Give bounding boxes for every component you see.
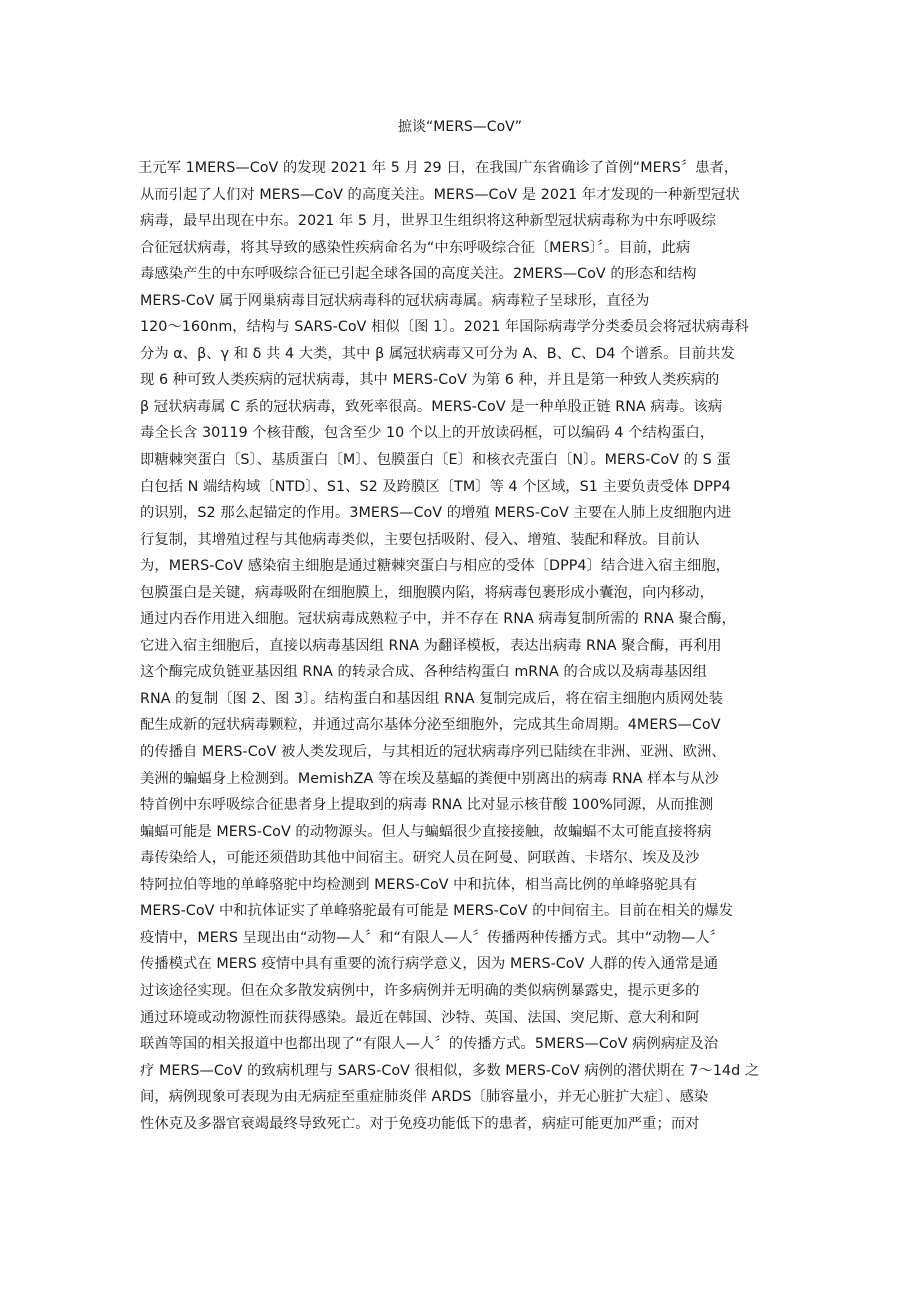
body-line: 配生成新的冠状病毒颗粒，并通过高尔基体分泌至细胞外，完成其生命周期。4MERS—CoV [140,717,721,734]
body-line: 即糖棘突蛋白〔S〕、基质蛋白〔M〕、包膜蛋白〔E〕和核衣壳蛋白〔N〕。MERS-CoV 的 S 蛋 [140,452,731,469]
body-line: 毒全长含 30119 个核苷酸，包含至少 10 个以上的开放读码框，可以编码 4 个结构蛋白， [140,425,715,442]
body-line: 为，MERS-CoV 感染宿主细胞是通过糖棘突蛋白与相应的受体〔DPP4〕结合进入宿主细胞， [140,558,731,575]
body-line: 现 6 种可致人类疾病的冠状病毒，其中 MERS-CoV 为第 6 种，并且是第一种致人类疾病的 [140,372,720,389]
body-line: 从而引起了人们对 MERS—CoV 的高度关注。MERS—CoV 是 2021 年才发现的一种新型冠状 [140,186,740,203]
body-line: 毒传染给人，可能还须借助其他中间宿主。研究人员在阿曼、阿联酋、卡塔尔、埃及及沙 [140,850,700,867]
body-line: 王元军 1MERS—CoV 的发现 2021 年 5 月 29 日，在我国广东省确诊了首例“MERS〞患者， [138,160,739,176]
body-line: β 冠状病毒属 C 系的冠状病毒，致死率很高。MERS-CoV 是一种单股正链 RNA 病毒。该病 [140,398,723,415]
body-line: 通过内吞作用进入细胞。冠状病毒成熟粒子中，并不存在 RNA 病毒复制所需的 RNA 聚合酶， [140,611,736,628]
body-line: 特首例中东呼吸综合征患者身上提取到的病毒 RNA 比对显示核苷酸 100%同源，从而推测 [140,797,714,814]
body-line: 白包括 N 端结构域〔NTD〕、S1、S2 及跨膜区〔TM〕等 4 个区域，S1 主要负责受体 DPP4 [140,478,731,495]
document-title: 摭谈“MERS—CoV” [398,119,522,135]
body-line: 间，病例现象可表现为由无病症至重症肺炎伴 ARDS〔肺容量小，并无心脏扩大症〕、感染 [140,1089,709,1106]
body-line: RNA 的复制〔图 2、图 3〕。结构蛋白和基因组 RNA 复制完成后，将在宿主细胞内质网处装 [140,690,724,707]
body-line: 疗 MERS—CoV 的致病机理与 SARS-CoV 很相似，多数 MERS-CoV 病例的潜伏期在 7～14d 之 [140,1062,760,1079]
body-line: 的传播自 MERS-CoV 被人类发现后，与其相近的冠状病毒序列已陆续在非洲、亚洲、欧洲、 [140,744,726,761]
body-line: 120～160nm，结构与 SARS-CoV 相似〔图 1〕。2021 年国际病毒学分类委员会将冠状病毒科 [140,319,749,336]
body-line: MERS-CoV 属于网巢病毒目冠状病毒科的冠状病毒属。病毒粒子呈球形，直径为 [140,292,650,309]
body-line: 这个酶完成负链亚基因组 RNA 的转录合成、各种结构蛋白 mRNA 的合成以及病毒基因组 [140,664,707,681]
body-line: 疫情中，MERS 呈现出由“动物—人〞和“有限人—人〞传播两种传播方式。其中“动物—人〞 [140,929,725,946]
body-line: 蝙蝠可能是 MERS-CoV 的动物源头。但人与蝙蝠很少直接接触，故蝙蝠不太可能直接将病 [140,823,712,840]
body-line: 传播模式在 MERS 疫情中具有重要的流行病学意义，因为 MERS-CoV 人群的传入通常是通 [140,956,719,973]
document-body [140,155,800,1137]
body-line: 行复制，其增殖过程与其他病毒类似，主要包括吸附、侵入、增殖、装配和释放。目前认 [140,531,700,548]
body-line: 通过环境或动物源性而获得感染。最近在韩国、沙特、英国、法国、突尼斯、意大利和阿 [140,1009,700,1026]
body-line: 分为 α、β、γ 和 δ 共 4 大类，其中 β 属冠状病毒又可分为 A、B、C、D4 个谱系。目前共发 [140,345,735,362]
body-line: 联酋等国的相关报道中也都出现了“有限人—人〞的传播方式。5MERS—CoV 病例病症及治 [140,1036,719,1053]
body-line: 合征冠状病毒，将其导致的感染性疾病命名为“中东呼吸综合征〔MERS〕〞。目前，此病 [140,239,691,256]
body-line: 的识别，S2 那么起锚定的作用。3MERS—CoV 的增殖 MERS-CoV 主要在人肺上皮细胞内进 [140,505,732,522]
body-line: 包膜蛋白是关键，病毒吸附在细胞膜上，细胞膜内陷，将病毒包裹形成小囊泡，向内移动， [140,584,714,601]
body-line: 特阿拉伯等地的单峰骆驼中均检测到 MERS-CoV 中和抗体，相当高比例的单峰骆驼具有 [140,876,698,893]
body-line: 毒感染产生的中东呼吸综合征已引起全球各国的高度关注。2MERS—CoV 的形态和结构 [140,266,697,283]
body-line: 病毒，最早出现在中东。2021 年 5 月，世界卫生组织将这种新型冠状病毒称为中东呼吸综 [140,213,716,230]
body-line: 过该途径实现。但在众多散发病例中，许多病例并无明确的类似病例暴露史，提示更多的 [140,982,700,999]
body-line: 美洲的蝙蝠身上检测到。MemishZA 等在埃及墓蝠的粪便中别离出的病毒 RNA 样本与从沙 [140,770,719,787]
body-line: 性休克及多器官衰竭最终导致死亡。对于免疫功能低下的患者，病症可能更加严重；而对 [140,1115,700,1132]
body-line: MERS-CoV 中和抗体证实了单峰骆驼最有可能是 MERS-CoV 的中间宿主。目前在相关的爆发 [140,903,734,920]
body-line: 它进入宿主细胞后，直接以病毒基因组 RNA 为翻译模板，表达出病毒 RNA 聚合酶，再利用 [140,637,722,654]
